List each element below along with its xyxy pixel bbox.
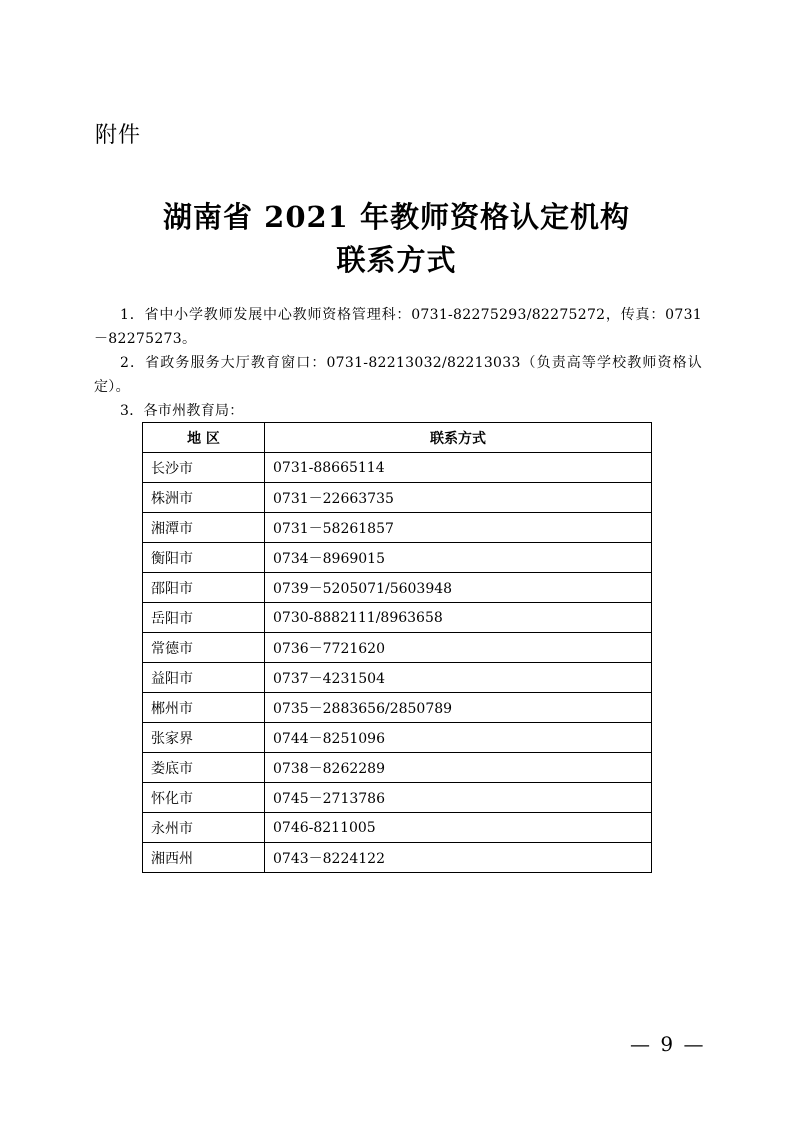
table-row (143, 543, 652, 573)
page-number: — 9 — (630, 1032, 706, 1056)
region-cell: 邵阳市 (143, 573, 265, 603)
table-row (143, 723, 652, 753)
contact-cell: 0738－8262289 (265, 753, 652, 783)
table-row (143, 663, 652, 693)
table-row (143, 753, 652, 783)
attachment-label: 附件 (95, 123, 142, 148)
contact-cell: 0735－2883656/2850789 (265, 693, 652, 723)
header-contact: 联系方式 (265, 423, 652, 453)
contact-cell: 0745－2713786 (265, 783, 652, 813)
contact-cell: 0730-8882111/8963658 (265, 603, 652, 633)
header-region: 地 区 (143, 423, 265, 453)
region-cell: 常德市 (143, 633, 265, 663)
table-header-row (143, 423, 652, 453)
table-row (143, 813, 652, 843)
table-row (143, 453, 652, 483)
table-row (143, 573, 652, 603)
region-cell: 岳阳市 (143, 603, 265, 633)
table-row (143, 783, 652, 813)
contact-cell: 0744－8251096 (265, 723, 652, 753)
contact-cell: 0737－4231504 (265, 663, 652, 693)
region-cell: 益阳市 (143, 663, 265, 693)
contact-cell: 0743－8224122 (265, 843, 652, 873)
table-row (143, 513, 652, 543)
table-row (143, 603, 652, 633)
region-cell: 郴州市 (143, 693, 265, 723)
region-cell: 湘西州 (143, 843, 265, 873)
contact-cell: 0731-88665114 (265, 453, 652, 483)
contact-cell: 0731－58261857 (265, 513, 652, 543)
paragraph-provincial-center: 1．省中小学教师发展中心教师资格管理科：0731-82275293/82275272，传真：0731－82275273。 (94, 307, 702, 347)
region-cell: 长沙市 (143, 453, 265, 483)
contact-cell: 0731－22663735 (265, 483, 652, 513)
region-cell: 衡阳市 (143, 543, 265, 573)
table-row (143, 693, 652, 723)
paragraph-service-hall: 2．省政务服务大厅教育窗口：0731-82213032/82213033（负责高等学校教师资格认定）。 (94, 355, 702, 395)
contacts-table (142, 422, 652, 873)
paragraph-city-bureaus: 3．各市州教育局： (120, 403, 244, 419)
region-cell: 娄底市 (143, 753, 265, 783)
contact-cell: 0736－7721620 (265, 633, 652, 663)
region-cell: 株洲市 (143, 483, 265, 513)
document-subtitle: 联系方式 (336, 243, 457, 277)
region-cell: 永州市 (143, 813, 265, 843)
table-row (143, 633, 652, 663)
contact-cell: 0739－5205071/5603948 (265, 573, 652, 603)
contact-cell: 0746-8211005 (265, 813, 652, 843)
table-row (143, 843, 652, 873)
region-cell: 张家界 (143, 723, 265, 753)
table-row (143, 483, 652, 513)
document-title: 湖南省 2021 年教师资格认定机构 (163, 200, 630, 234)
region-cell: 怀化市 (143, 783, 265, 813)
region-cell: 湘潭市 (143, 513, 265, 543)
contact-cell: 0734－8969015 (265, 543, 652, 573)
